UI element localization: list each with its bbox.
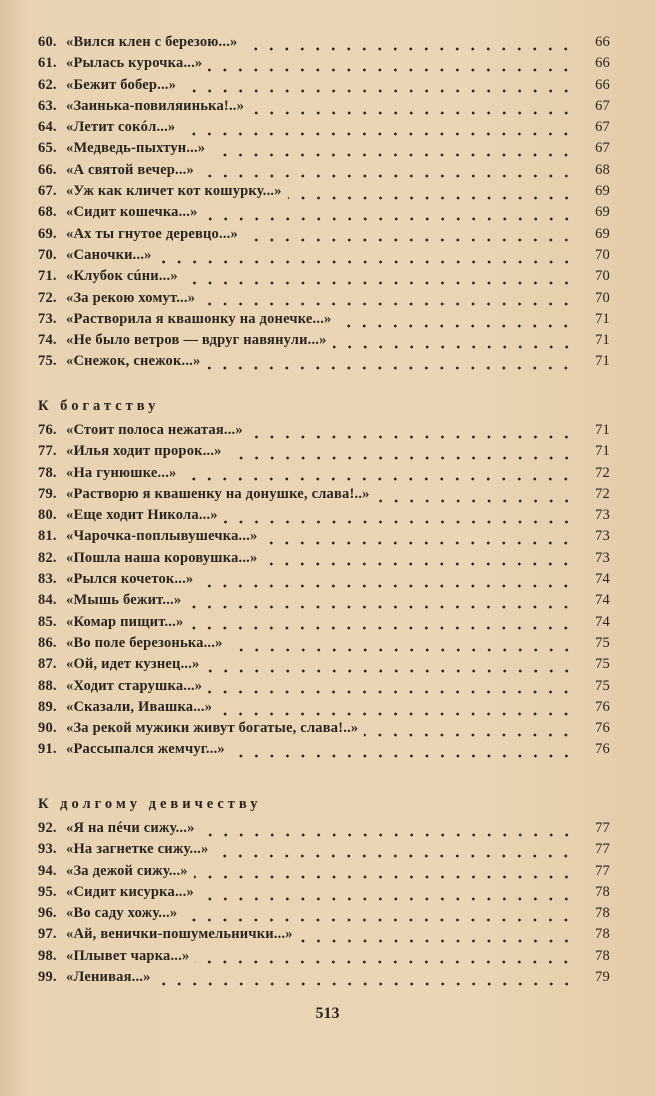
- entry-title: «Клубок сúни...»: [66, 268, 178, 285]
- entry-page: 69: [595, 204, 610, 221]
- toc-entry: [38, 486, 610, 507]
- entry-number: 76.: [38, 422, 57, 438]
- dot-leader: [184, 281, 574, 285]
- entry-title: «Пошла наша коровушка...»: [66, 549, 258, 566]
- dot-leader: [376, 499, 574, 503]
- entry-page: 70: [595, 289, 610, 306]
- dot-leader: [199, 584, 574, 588]
- entry-title: «Рылся кочеток...»: [66, 571, 194, 588]
- entry-number: 73.: [38, 310, 57, 327]
- toc-entry: [38, 969, 610, 990]
- entry-number: 88.: [38, 677, 57, 694]
- toc-entry: [38, 635, 610, 656]
- entry-page: 78: [595, 883, 610, 900]
- section-heading: К богатству: [38, 398, 160, 414]
- toc-entry: [38, 443, 610, 464]
- entry-title: «На гунюшке...»: [66, 464, 177, 481]
- entry-number: 71.: [38, 268, 57, 285]
- entry-number: 72.: [38, 289, 57, 306]
- entry-page: 71: [595, 332, 610, 349]
- entry-number: 63.: [38, 97, 57, 114]
- entry-number: 70.: [38, 246, 57, 263]
- entry-number: 68.: [38, 204, 57, 221]
- toc-entry: [38, 905, 610, 926]
- entry-title: «Сидит кошечка...»: [66, 204, 198, 221]
- entry-page: 73: [595, 549, 610, 566]
- toc-entry: [38, 332, 610, 353]
- entry-page: 75: [595, 677, 610, 694]
- toc-entry: [38, 204, 610, 225]
- entry-page: 66: [595, 76, 610, 93]
- toc-entry: [38, 741, 610, 762]
- dot-leader: [208, 690, 574, 694]
- entry-number: 64.: [38, 119, 57, 136]
- dot-leader: [243, 47, 574, 51]
- entry-number: 74.: [38, 332, 57, 349]
- entry-number: 61.: [38, 55, 57, 72]
- entry-page: 71: [595, 443, 610, 460]
- entry-page: 75: [595, 656, 610, 673]
- toc-entry: [38, 571, 610, 592]
- toc-entry: [38, 226, 610, 247]
- entry-title: «Снежок, снежок...»: [66, 353, 201, 370]
- dot-leader: [250, 111, 574, 115]
- dot-leader: [244, 238, 574, 242]
- dot-leader: [201, 833, 574, 837]
- entry-title: «Еще ходит Никола...»: [66, 507, 218, 524]
- entry-page: 78: [595, 926, 610, 943]
- dot-leader: [231, 754, 574, 758]
- entry-number: 92.: [38, 820, 57, 836]
- entry-title: «Во поле березонька...»: [66, 634, 223, 651]
- toc-entry: [38, 884, 610, 905]
- entry-number: 89.: [38, 698, 57, 715]
- entry-title: «Сидит кисурка...»: [66, 883, 194, 900]
- toc-entry: [38, 422, 610, 443]
- dot-leader: [263, 541, 574, 545]
- toc-entry: [38, 55, 610, 76]
- dot-leader: [364, 733, 574, 737]
- toc-entry: [38, 119, 610, 140]
- entry-page: 73: [595, 507, 610, 524]
- entry-page: 67: [595, 97, 610, 114]
- entry-number: 86.: [38, 634, 57, 651]
- entry-title: «Плывет чарка...»: [66, 947, 190, 964]
- entry-page: 66: [595, 34, 610, 50]
- entry-title: «Бежит бобер...»: [66, 76, 177, 93]
- toc-entry: [38, 592, 610, 613]
- dot-leader: [224, 520, 574, 524]
- dot-leader: [211, 153, 574, 157]
- entry-page: 74: [595, 613, 610, 630]
- entry-number: 78.: [38, 464, 57, 481]
- toc-entry: [38, 678, 610, 699]
- dot-leader: [206, 669, 574, 673]
- dot-leader: [228, 456, 574, 460]
- entry-title: «Чарочка-поплывушечка...»: [66, 528, 258, 545]
- toc-entry: [38, 311, 610, 332]
- toc-entry: [38, 77, 610, 98]
- toc-entry: [38, 140, 610, 161]
- entry-number: 83.: [38, 571, 57, 588]
- dot-leader: [158, 260, 574, 264]
- toc-entry: [38, 820, 610, 841]
- entry-title: «Растворила я квашонку на донечке...»: [66, 310, 332, 327]
- dot-leader: [200, 174, 574, 178]
- entry-page: 77: [595, 841, 610, 858]
- dot-leader: [189, 626, 574, 630]
- entry-number: 99.: [38, 969, 57, 986]
- entry-number: 75.: [38, 353, 57, 370]
- toc-section-1: [38, 34, 610, 375]
- dot-leader: [200, 897, 574, 901]
- toc-entry: [38, 699, 610, 720]
- entry-title: «Саночки...»: [66, 246, 152, 263]
- entry-number: 82.: [38, 549, 57, 566]
- entry-number: 65.: [38, 140, 57, 157]
- entry-title: «Растворю я квашенку на донушке, слава!..»: [66, 485, 370, 502]
- entry-page: 69: [595, 225, 610, 242]
- entry-page: 71: [595, 422, 610, 438]
- entry-number: 84.: [38, 592, 57, 609]
- toc-entry: [38, 353, 610, 374]
- entry-page: 77: [595, 820, 610, 836]
- entry-page: 78: [595, 905, 610, 922]
- entry-title: «Рассыпался жемчуг...»: [66, 741, 225, 758]
- entry-title: «Ленивая...»: [66, 969, 151, 986]
- toc-entry: [38, 162, 610, 183]
- entry-page: 72: [595, 464, 610, 481]
- toc-entry: [38, 183, 610, 204]
- page-number: 513: [315, 1005, 340, 1022]
- toc-entry: [38, 863, 610, 884]
- dot-leader: [182, 477, 574, 481]
- entry-title: «Ай, венички-пошумельнички...»: [66, 926, 293, 943]
- entry-title: «Уж как кличет кот кошурку...»: [66, 183, 282, 200]
- entry-number: 66.: [38, 161, 57, 178]
- toc-entry: [38, 507, 610, 528]
- entry-title: «За рекою хомут...»: [66, 289, 196, 306]
- entry-page: 76: [595, 698, 610, 715]
- entry-title: «Ой, идет кузнец...»: [66, 656, 200, 673]
- entry-page: 71: [595, 353, 610, 370]
- entry-number: 60.: [38, 34, 57, 50]
- section-heading: К долгому девичеству: [38, 796, 262, 812]
- dot-leader: [288, 196, 574, 200]
- toc-section-k-dolgomu-devichestvu: [38, 796, 610, 990]
- dot-leader: [337, 324, 574, 328]
- entry-number: 90.: [38, 720, 57, 737]
- toc-entry: [38, 34, 610, 55]
- entry-page: 74: [595, 592, 610, 609]
- toc-section-k-bogatstvu: [38, 398, 610, 763]
- dot-leader: [183, 918, 574, 922]
- dot-leader: [204, 217, 574, 221]
- dot-leader: [182, 89, 574, 93]
- toc-entry: [38, 268, 610, 289]
- entry-title: «За дежой сижу...»: [66, 862, 188, 879]
- dot-leader: [194, 875, 574, 879]
- entry-number: 98.: [38, 947, 57, 964]
- entry-title: «Вился клен с березою...»: [66, 34, 238, 50]
- toc-entry: [38, 247, 610, 268]
- entry-page: 71: [595, 310, 610, 327]
- toc-entry: [38, 720, 610, 741]
- dot-leader: [181, 132, 574, 136]
- entry-title: «Ходит старушка...»: [66, 677, 203, 694]
- dot-leader: [249, 435, 574, 439]
- entry-number: 62.: [38, 76, 57, 93]
- entry-title: «За рекой мужики живут богатые, слава!..»: [66, 720, 359, 737]
- entry-page: 67: [595, 119, 610, 136]
- dot-leader: [299, 939, 574, 943]
- entry-title: «А святой вечер...»: [66, 161, 194, 178]
- dot-leader: [208, 68, 574, 72]
- entry-title: «Я на пéчи сижу...»: [66, 820, 195, 836]
- entry-title: «Медведь-пыхтун...»: [66, 140, 206, 157]
- entry-page: 73: [595, 528, 610, 545]
- toc-entry: [38, 465, 610, 486]
- entry-title: «Мышь бежит...»: [66, 592, 182, 609]
- entry-number: 93.: [38, 841, 57, 858]
- entry-title: «Летит сокóл...»: [66, 119, 176, 136]
- entry-page: 76: [595, 720, 610, 737]
- entry-number: 81.: [38, 528, 57, 545]
- entry-title: «Комар пищит...»: [66, 613, 184, 630]
- entry-title: «Не было ветров — вдруг навянули...»: [66, 332, 327, 349]
- dot-leader: [201, 302, 574, 306]
- entry-page: 72: [595, 485, 610, 502]
- entry-number: 67.: [38, 183, 57, 200]
- dot-leader: [214, 854, 574, 858]
- dot-leader: [187, 605, 574, 609]
- entry-title: «Ах ты гнутое деревцо...»: [66, 225, 238, 242]
- entry-number: 91.: [38, 741, 57, 758]
- entry-page: 74: [595, 571, 610, 588]
- entry-page: 70: [595, 246, 610, 263]
- entry-page: 75: [595, 634, 610, 651]
- dot-leader: [195, 960, 574, 964]
- entry-number: 96.: [38, 905, 57, 922]
- entry-page: 76: [595, 741, 610, 758]
- dot-leader: [229, 648, 574, 652]
- entry-title: «На загнетке сижу...»: [66, 841, 209, 858]
- entry-page: 66: [595, 55, 610, 72]
- entry-page: 67: [595, 140, 610, 157]
- entry-title: «Во саду хожу...»: [66, 905, 178, 922]
- dot-leader: [206, 366, 574, 370]
- entry-number: 77.: [38, 443, 57, 460]
- entry-title: «Стоит полоса нежатая...»: [66, 422, 243, 438]
- dot-leader: [157, 982, 574, 986]
- entry-number: 94.: [38, 862, 57, 879]
- entry-page: 69: [595, 183, 610, 200]
- toc-entry: [38, 614, 610, 635]
- toc-entry: [38, 656, 610, 677]
- entry-number: 79.: [38, 485, 57, 502]
- entry-title: «Сказали, Ивашка...»: [66, 698, 213, 715]
- toc-entry: [38, 290, 610, 311]
- entry-number: 85.: [38, 613, 57, 630]
- dot-leader: [263, 562, 574, 566]
- toc-entry: [38, 948, 610, 969]
- dot-leader: [333, 345, 574, 349]
- entry-number: 95.: [38, 883, 57, 900]
- entry-page: 77: [595, 862, 610, 879]
- entry-number: 97.: [38, 926, 57, 943]
- entry-title: «Илья ходит пророк...»: [66, 443, 222, 460]
- toc-entry: [38, 528, 610, 549]
- entry-title: «Рылась курочка...»: [66, 55, 203, 72]
- entry-page: 70: [595, 268, 610, 285]
- toc-entry: [38, 841, 610, 862]
- entry-number: 69.: [38, 225, 57, 242]
- toc-entry: [38, 926, 610, 947]
- entry-page: 68: [595, 161, 610, 178]
- toc-entry: [38, 98, 610, 119]
- entry-title: «Заинька-повиляинька!..»: [66, 97, 245, 114]
- entry-number: 87.: [38, 656, 57, 673]
- entry-page: 79: [595, 969, 610, 986]
- dot-leader: [218, 712, 574, 716]
- entry-page: 78: [595, 947, 610, 964]
- toc-entry: [38, 550, 610, 571]
- entry-number: 80.: [38, 507, 57, 524]
